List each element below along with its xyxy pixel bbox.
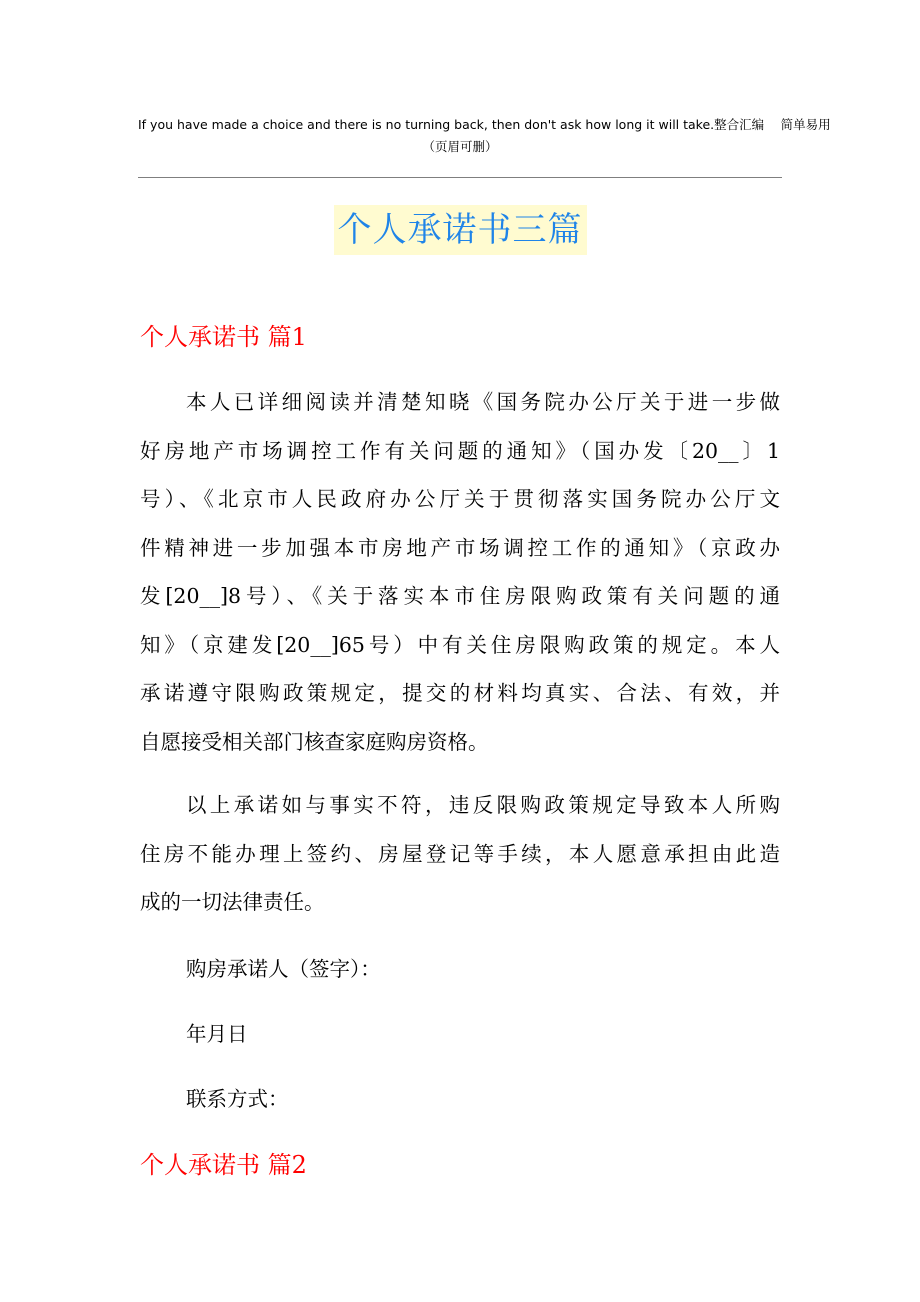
paragraph-line: 件精神进一步加强本市房地产市场调控工作的通知》（京政办 [140,535,780,560]
paragraph-line: 自愿接受相关部门核查家庭购房资格。 [140,729,489,754]
section-1-paragraph-1 [140,378,780,766]
paragraph-line: 好房地产市场调控工作有关问题的通知》（国办发〔20__〕1 [140,438,780,463]
section-1-paragraph-2 [140,781,780,927]
paragraph-line: 成的一切法律责任。 [140,890,325,914]
paragraph-line: 承诺遵守限购政策规定，提交的材料均真实、合法、有效，并 [140,681,780,705]
paragraph-line: 号）、《北京市人民政府办公厅关于贯彻落实国务院办公厅文 [140,487,780,511]
header-divider [138,177,782,178]
paragraph-line: 本人已详细阅读并清楚知晓《国务院办公厅关于进一步做 [186,390,780,414]
section-1-heading: 个人承诺书 篇1 [140,323,307,351]
paragraph-line: 以上承诺如与事实不符，违反限购政策规定导致本人所购 [186,793,780,817]
section-2-heading: 个人承诺书 篇2 [140,1151,307,1179]
document-title: 个人承诺书三篇 [334,205,587,255]
paragraph-line: 发[20__]8号）、《关于落实本市住房限购政策有关问题的通 [140,584,780,608]
page-header-note: （页眉可删） [422,139,498,154]
paragraph-line: 住房不能办理上签约、房屋登记等手续，本人愿意承担由此造 [140,841,780,866]
document-title-container [0,205,920,255]
contact-line: 联系方式： [186,1087,289,1111]
date-line: 年月日 [186,1022,248,1046]
signature-line: 购房承诺人（签字）： [186,957,381,981]
page-header-text: If you have made a choice and there is no turning back, then don't ask how long it will take.整合汇编 简单易用 [138,117,831,132]
paragraph-line: 知》（京建发[20__]65号）中有关住房限购政策的规定。本人 [140,632,780,657]
